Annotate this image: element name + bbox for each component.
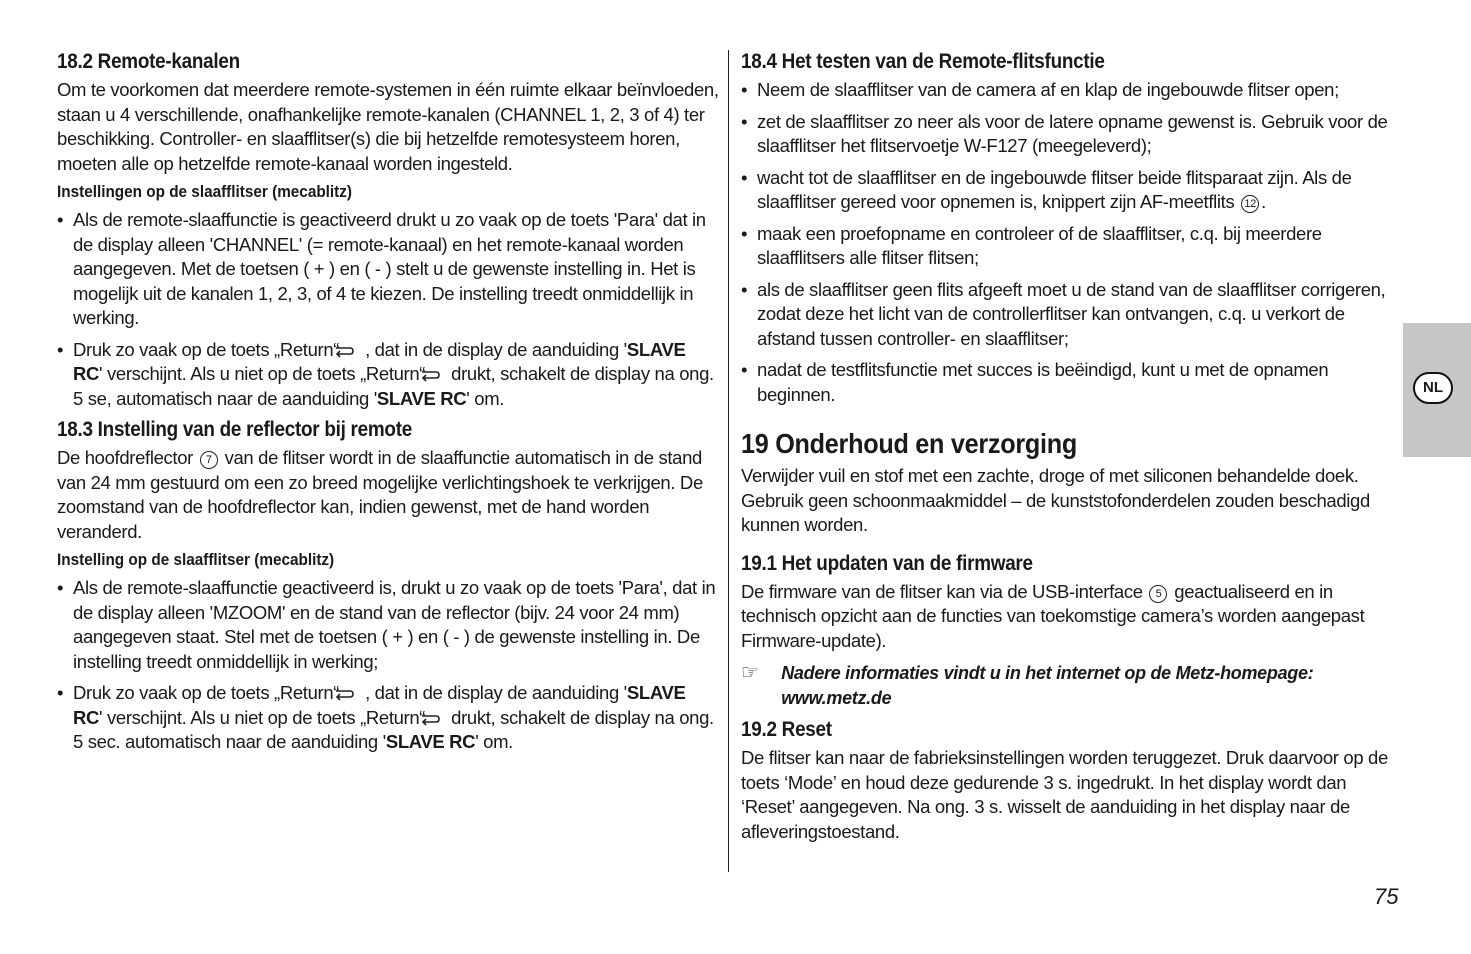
return-key-icon — [339, 681, 365, 706]
section-19-2-title: 19.2 Reset — [741, 718, 832, 741]
bullet-text: maak een proefopname en controleer of de slaafflitser, c.q. bij meerdere slaafflitsers alle flitser flitsen; — [757, 222, 1322, 268]
bullet-text: zet de slaafflitser zo neer als voor de latere opname gewenst is. Gebruik voor de slaafflitser het flitservoetje W-F127 (meegeleverd); — [757, 110, 1388, 156]
chapter-19-title: 19 Onderhoud en verzorging — [741, 428, 1078, 459]
chapter-19-body: Verwijder vuil en stof met een zachte, droge of met siliconen behandelde doek. Gebruik geen schoonmaakmiddel – de kunststofonderdelen zouden beschadigd kunnen worden. — [741, 465, 1370, 535]
bullet-text: drukt, schakelt de display na ong. 5 sec. automatisch naar de aanduiding ' — [73, 706, 714, 752]
section-18-2-title: 18.2 Remote-kanalen — [57, 50, 240, 73]
pointing-hand-icon: ☞ — [741, 662, 759, 684]
left-column — [57, 50, 719, 762]
slave-rc-label: SLAVE RC — [73, 682, 686, 728]
section-18-4-bullets — [741, 78, 1401, 407]
intro-text: De hoofdreflector — [57, 447, 193, 468]
section-19-1-body — [741, 580, 1401, 654]
section-19-2-body: De flitser kan naar de fabrieksinstellingen worden teruggezet. Druk daarvoor op de toets ‘Mode’ en houd deze gedurende 3 s. ingedrukt. In het display wordt dan ‘Reset’ aangegeven. Na ong. 3 s. wisselt de aanduiding in het display naar de afleveringstoestand. — [741, 747, 1388, 842]
list-item — [741, 166, 1401, 215]
bullet-text: , dat in de display de aanduiding ' — [365, 338, 627, 360]
section-18-3-title: 18.3 Instelling van de reflector bij remote — [57, 418, 412, 441]
bullet-text: Als de remote-slaaffunctie geactiveerd is, drukt u zo vaak op de toets 'Para', dat in de display alleen 'MZOOM' en de stand van de reflector (bijv. 24 voor 24 mm) aangegeven staat. Stel met de toetsen ( + ) en ( - ) de gewenste instelling in. De instelling treedt onmiddellijk in werking; — [73, 577, 716, 672]
note-text: Nadere informaties vindt u in het internet op de Metz-homepage: www.metz.de — [781, 663, 1314, 708]
section-18-3-subtitle: Instelling op de slaafflitser (mecablitz) — [57, 550, 335, 569]
list-item — [741, 78, 1401, 103]
section-18-3-bullets — [57, 576, 719, 755]
slave-rc-label: SLAVE RC — [73, 338, 686, 384]
language-badge: NL — [1413, 372, 1453, 404]
section-18-4-title: 18.4 Het testen van de Remote-flitsfunctie — [741, 50, 1105, 73]
intro-text: van de flitser wordt in de slaaffunctie automatisch in de stand van 24 mm gestuurd om een zo breed mogelijke verlichtingshoek te verkrijgen. De zoomstand van de hoofdreflector kan, indien gewenst, met de hand worden veranderd. — [57, 447, 703, 542]
list-item — [741, 222, 1401, 271]
list-item — [57, 681, 719, 755]
bullet-text: . — [1261, 191, 1266, 212]
right-column — [741, 50, 1401, 850]
return-key-icon — [425, 362, 451, 387]
bullet-text: , dat in de display de aanduiding ' — [365, 682, 627, 703]
bullet-text: nadat de testflitsfunctie met succes is beëindigd, kunt u met de opnamen beginnen. — [757, 359, 1329, 405]
bullet-text: ' om. — [475, 731, 513, 752]
reference-number: 7 — [200, 451, 218, 469]
page-number: 75 — [1374, 884, 1399, 909]
section-18-2-subtitle: Instellingen op de slaafflitser (mecablitz) — [57, 182, 353, 201]
bullet-text: Neem de slaafflitser van de camera af en klap de ingebouwde flitser open; — [757, 79, 1339, 100]
return-key-icon — [339, 338, 365, 363]
bullet-text: Als de remote-slaaffunctie is geactiveerd drukt u zo vaak op de toets 'Para' dat in de display alleen 'CHANNEL' (= remote-kanaal) en het remote-kanaal worden aangegeven. Met de toetsen ( + ) en ( - ) stelt u de gewenste instelling in. Het is mogelijk uit de kanalen 1, 2, 3, of 4 te kiezen. De instelling treedt onmiddellijk in werking. — [73, 209, 706, 328]
bullet-text: ' om. — [466, 387, 505, 409]
section-19-1-title: 19.1 Het updaten van de firmware — [741, 551, 1033, 575]
section-18-2-intro: Om te voorkomen dat meerdere remote-systemen in één ruimte elkaar beïnvloeden, staan u 4 verschillende, onafhankelijke remote-kanalen (CHANNEL 1, 2, 3 of 4) ter beschikking. Controller- en slaafflitser(s) die bij hetzelfde remotesysteem horen, moeten alle op hetzelfde remote-kanaal worden ingesteld. — [57, 79, 719, 174]
bullet-text: ' verschijnt. Als u niet op de toets „Return“ — [99, 706, 426, 728]
bullet-text: drukt, schakelt de display na ong. 5 se, automatisch naar de aanduiding ' — [73, 363, 714, 409]
section-18-3-intro — [57, 446, 719, 544]
reference-number: 5 — [1149, 585, 1167, 603]
list-item — [741, 110, 1401, 159]
bullet-text: Druk zo vaak op de toets „Return“ — [73, 682, 340, 703]
reference-number: 12 — [1241, 195, 1259, 213]
slave-rc-label: SLAVE RC — [385, 731, 476, 752]
bullet-text: wacht tot de slaafflitser en de ingebouwde flitser beide flitsparaat zijn. Als de slaafflitser gereed voor opnemen is, knippert zijn AF-meetflits — [757, 166, 1352, 212]
bullet-text: als de slaafflitser geen flits afgeeft moet u de stand van de slaafflitser corrigeren, zodat deze het licht van de controllerflitser kan ontvangen, c.q. u verkort de afstand tussen controller- en slaafflitser; — [757, 278, 1386, 349]
note-block — [741, 661, 1401, 710]
list-item — [741, 358, 1401, 407]
slave-rc-label: SLAVE RC — [376, 387, 467, 409]
bullet-text: Druk zo vaak op de toets „Return“ — [73, 338, 340, 360]
return-key-icon — [425, 706, 451, 731]
section-18-2-bullets — [57, 208, 719, 411]
body-text: De firmware van de flitser kan via de USB-interface — [741, 580, 1143, 602]
body-text: geactualiseerd en in technisch opzicht aan de functies van toekomstige camera’s worden aangepast Firmware-update). — [741, 580, 1365, 651]
list-item — [741, 278, 1401, 352]
column-divider — [728, 50, 729, 872]
list-item — [57, 208, 719, 331]
list-item — [57, 576, 719, 674]
list-item — [57, 338, 719, 412]
bullet-text: ' verschijnt. Als u niet op de toets „Return“ — [99, 363, 426, 384]
